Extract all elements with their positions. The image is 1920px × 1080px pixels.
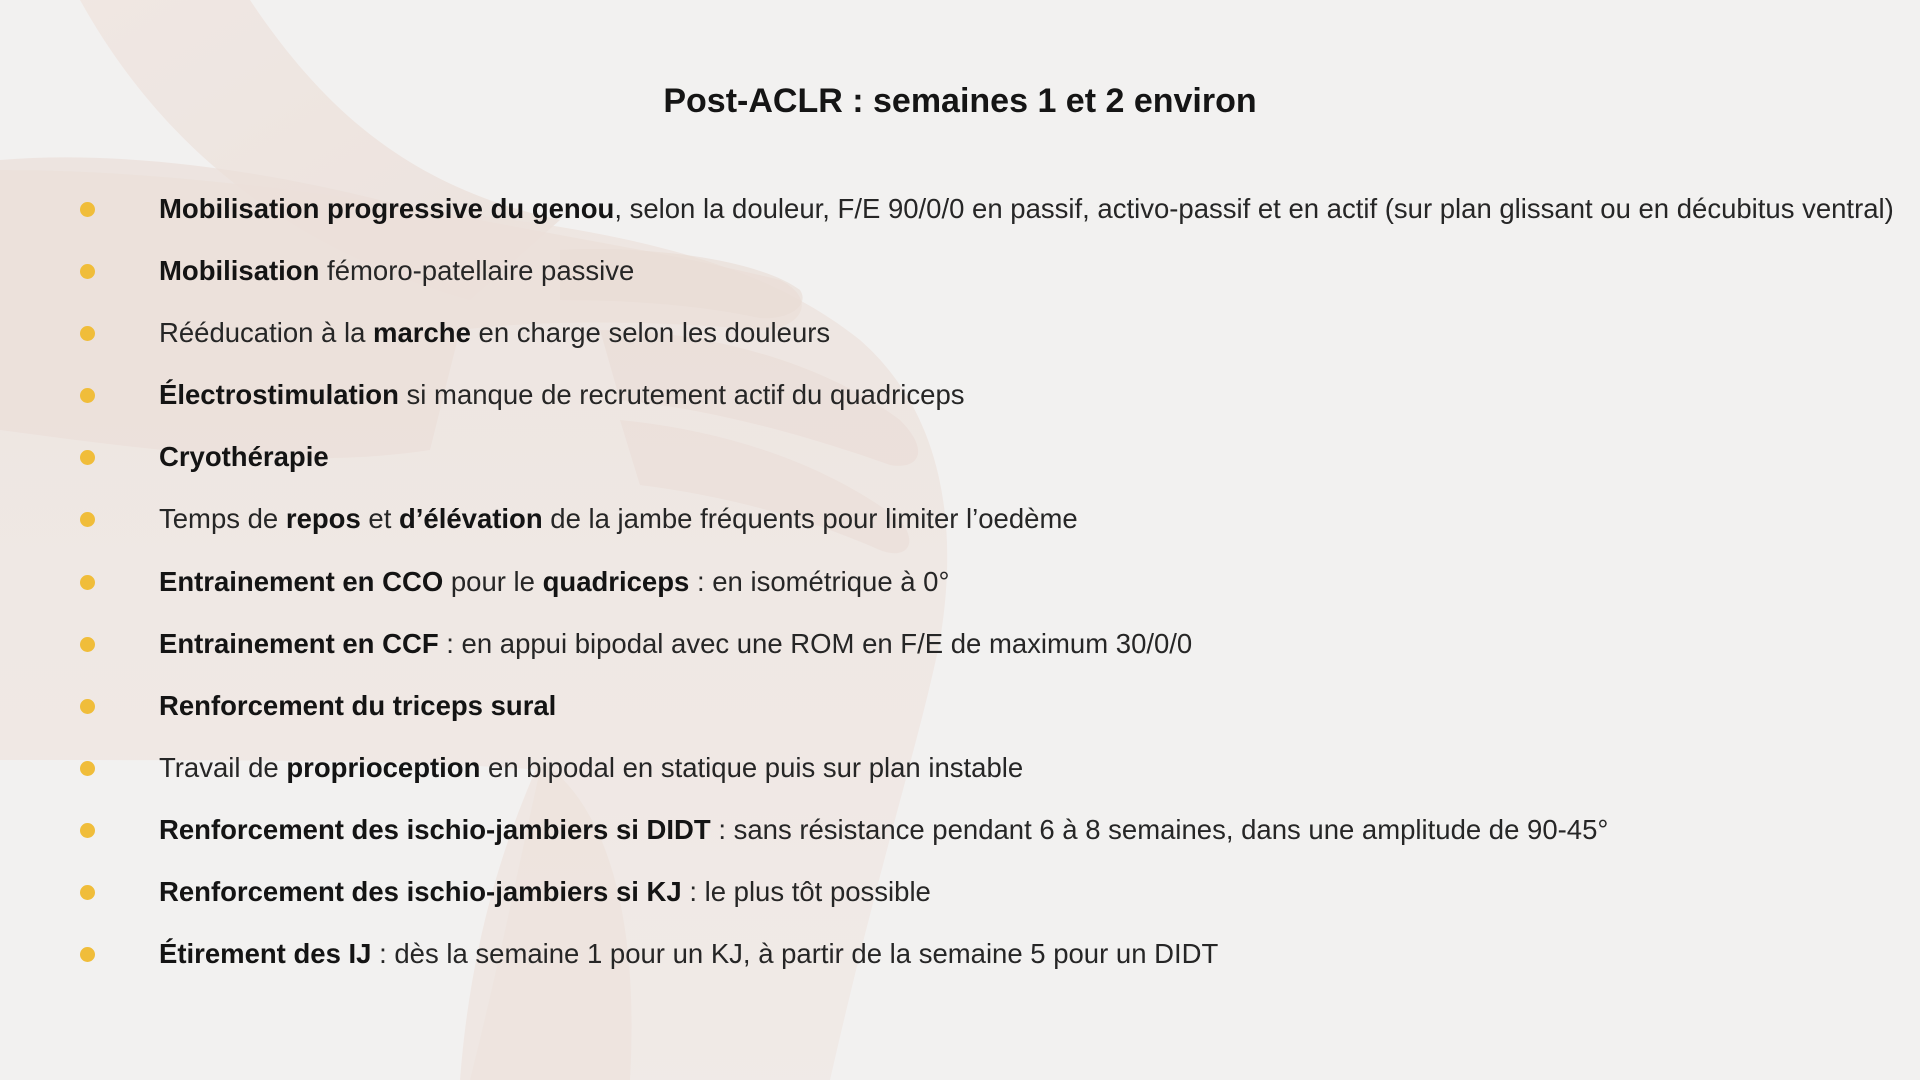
list-item-rest: si manque de recrutement actif du quadriceps [398, 379, 965, 411]
list-item-bold: Entrainement en CCO [159, 565, 444, 597]
list-item-bold: Renforcement des ischio-jambiers si DIDT [159, 813, 711, 845]
list-item [0, 244, 1920, 306]
bullet-dot-icon [80, 326, 95, 341]
list-item-text [159, 368, 965, 422]
list-item-text [159, 244, 634, 298]
list-item-text [159, 492, 1078, 546]
bullet-dot-icon [80, 761, 95, 776]
list-item-text [159, 430, 329, 484]
list-item-bold: Mobilisation progressive du genou [159, 193, 615, 224]
list-item [0, 927, 1920, 989]
list-item-prefix: Temps de [159, 503, 286, 535]
list-item [0, 679, 1920, 741]
bullet-dot-icon [80, 823, 95, 838]
list-item-bold: Cryothérapie [159, 441, 329, 473]
list-item-text [159, 865, 931, 919]
bullet-dot-icon [80, 885, 95, 900]
list-item-bold: Étirement des IJ [159, 938, 372, 970]
list-item-bold: marche [373, 317, 471, 349]
bullet-dot-icon [80, 388, 95, 403]
bullet-dot-icon [80, 512, 95, 527]
list-item-text [159, 741, 1023, 795]
list-item-rest: , selon la douleur, F/E 90/0/0 en passif, activo-passif et en actif (sur plan glissant ou en décubitus ventral) [614, 193, 1894, 224]
list-item-rest-2: de la jambe fréquents pour limiter l’oedème [542, 503, 1078, 535]
bullet-dot-icon [80, 575, 95, 590]
bullet-dot-icon [80, 947, 95, 962]
list-item-rest: : sans résistance pendant 6 à 8 semaines, dans une amplitude de 90-45° [710, 813, 1609, 845]
list-item [0, 803, 1920, 865]
list-item-text [159, 306, 830, 360]
list-item [0, 492, 1920, 554]
slide-title: Post-ACLR : semaines 1 et 2 environ [663, 82, 1257, 120]
list-item-text [159, 803, 1608, 857]
list-item-text [159, 679, 556, 733]
list-item-rest: en charge selon les douleurs [470, 317, 831, 349]
list-item-rest: pour le [443, 565, 543, 597]
list-item [0, 368, 1920, 430]
list-item-rest: : dès la semaine 1 pour un KJ, à partir de la semaine 5 pour un DIDT [371, 938, 1219, 970]
bullet-dot-icon [80, 202, 95, 217]
bullet-dot-icon [80, 264, 95, 279]
list-item-rest: en bipodal en statique puis sur plan instable [480, 751, 1024, 783]
list-item [0, 182, 1920, 244]
list-item-prefix: Rééducation à la [159, 317, 374, 349]
list-item-bold: Entrainement en CCF [159, 627, 439, 659]
list-item [0, 555, 1920, 617]
list-item-prefix: Travail de [159, 751, 287, 783]
list-item-bold: Mobilisation [159, 255, 320, 287]
list-item-text [159, 617, 1192, 671]
list-item-rest: et [360, 503, 399, 535]
list-item-bold: proprioception [286, 751, 481, 783]
list-item [0, 306, 1920, 368]
bullet-dot-icon [80, 637, 95, 652]
list-item-text [159, 555, 949, 609]
list-item-text [159, 927, 1218, 981]
list-item-rest: : le plus tôt possible [681, 876, 931, 908]
list-item [0, 617, 1920, 679]
list-item-rest-2: : en isométrique à 0° [689, 565, 950, 597]
list-item-bold: repos [285, 503, 361, 535]
list-item [0, 741, 1920, 803]
list-item [0, 430, 1920, 492]
list-item-bold-2: quadriceps [542, 565, 690, 597]
list-item-rest: fémoro-patellaire passive [319, 255, 635, 287]
list-item-bold: Renforcement du triceps sural [159, 689, 557, 721]
list-item-text [159, 182, 1894, 236]
bullet-dot-icon [80, 699, 95, 714]
bullet-list [0, 182, 1920, 989]
list-item [0, 865, 1920, 927]
list-item-bold: Électrostimulation [159, 379, 399, 411]
list-item-bold-2: d’élévation [398, 503, 543, 535]
list-item-bold: Renforcement des ischio-jambiers si KJ [159, 876, 682, 908]
bullet-dot-icon [80, 450, 95, 465]
list-item-rest: : en appui bipodal avec une ROM en F/E de maximum 30/0/0 [438, 627, 1193, 659]
